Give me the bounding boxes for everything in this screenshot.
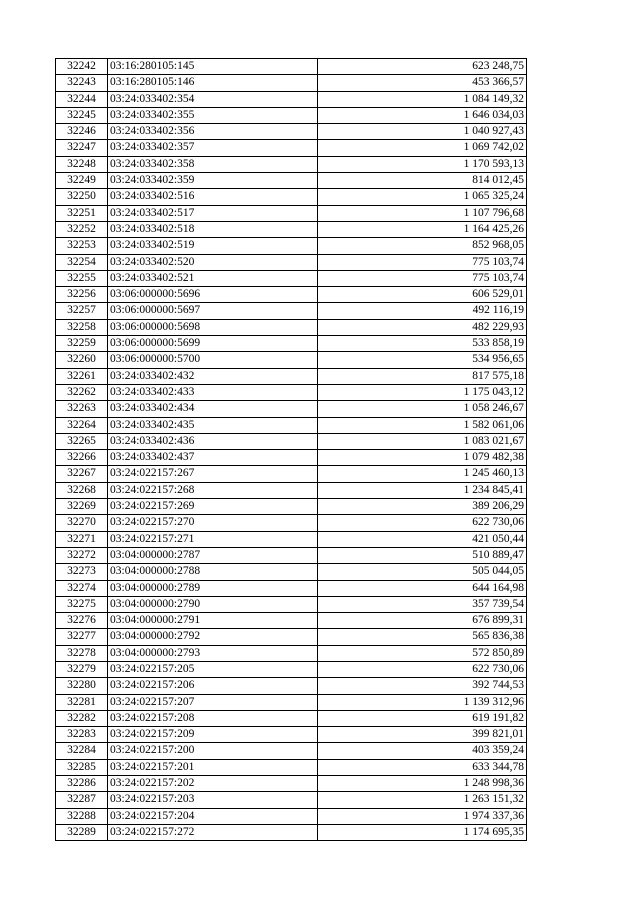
cadastral-number-cell: 03:24:033402:516 [108, 189, 318, 205]
table-row [56, 482, 527, 498]
row-number-cell: 32289 [56, 824, 108, 840]
table-row [56, 59, 527, 75]
value-amount-cell: 622 730,06 [318, 661, 527, 677]
row-number-cell: 32271 [56, 531, 108, 547]
table-row [56, 352, 527, 368]
value-amount-cell: 533 858,19 [318, 336, 527, 352]
value-amount-cell: 392 744,53 [318, 678, 527, 694]
value-amount-cell: 421 050,44 [318, 531, 527, 547]
row-number-cell: 32284 [56, 743, 108, 759]
table-row [56, 678, 527, 694]
row-number-cell: 32266 [56, 450, 108, 466]
row-number-cell: 32287 [56, 792, 108, 808]
cadastral-number-cell: 03:16:280105:145 [108, 59, 318, 75]
row-number-cell: 32243 [56, 75, 108, 91]
value-amount-cell: 1 245 460,13 [318, 466, 527, 482]
value-amount-cell: 572 850,89 [318, 645, 527, 661]
value-amount-cell: 1 058 246,67 [318, 401, 527, 417]
cadastral-number-cell: 03:24:022157:203 [108, 792, 318, 808]
row-number-cell: 32256 [56, 287, 108, 303]
cadastral-number-cell: 03:24:022157:206 [108, 678, 318, 694]
value-amount-cell: 1 582 061,06 [318, 417, 527, 433]
value-amount-cell: 482 229,93 [318, 319, 527, 335]
table-row [56, 221, 527, 237]
row-number-cell: 32270 [56, 515, 108, 531]
table-row [56, 547, 527, 563]
row-number-cell: 32249 [56, 173, 108, 189]
cadastral-number-cell: 03:04:000000:2793 [108, 645, 318, 661]
row-number-cell: 32244 [56, 91, 108, 107]
table-row [56, 580, 527, 596]
cadastral-number-cell: 03:24:022157:205 [108, 661, 318, 677]
table-row [56, 450, 527, 466]
value-amount-cell: 1 040 927,43 [318, 124, 527, 140]
cadastral-number-cell: 03:06:000000:5697 [108, 303, 318, 319]
table-row [56, 808, 527, 824]
cadastral-number-cell: 03:24:033402:437 [108, 450, 318, 466]
table-row [56, 205, 527, 221]
cadastral-number-cell: 03:24:022157:267 [108, 466, 318, 482]
value-amount-cell: 1 646 034,03 [318, 107, 527, 123]
table-row [56, 596, 527, 612]
table-row [56, 645, 527, 661]
table-row [56, 727, 527, 743]
row-number-cell: 32282 [56, 710, 108, 726]
table-row [56, 319, 527, 335]
cadastral-number-cell: 03:24:022157:270 [108, 515, 318, 531]
table-row [56, 433, 527, 449]
row-number-cell: 32277 [56, 629, 108, 645]
cadastral-number-cell: 03:24:022157:202 [108, 776, 318, 792]
table-row [56, 499, 527, 515]
value-amount-cell: 1 248 998,36 [318, 776, 527, 792]
value-amount-cell: 644 164,98 [318, 580, 527, 596]
table-row [56, 91, 527, 107]
table-row [56, 792, 527, 808]
cadastral-number-cell: 03:06:000000:5699 [108, 336, 318, 352]
cadastral-number-cell: 03:24:033402:432 [108, 368, 318, 384]
row-number-cell: 32250 [56, 189, 108, 205]
cadastral-number-cell: 03:24:033402:433 [108, 384, 318, 400]
row-number-cell: 32247 [56, 140, 108, 156]
table-row [56, 743, 527, 759]
row-number-cell: 32269 [56, 499, 108, 515]
row-number-cell: 32288 [56, 808, 108, 824]
value-amount-cell: 399 821,01 [318, 727, 527, 743]
table-body [56, 59, 527, 841]
row-number-cell: 32245 [56, 107, 108, 123]
cadastral-number-cell: 03:24:033402:517 [108, 205, 318, 221]
value-amount-cell: 1 107 796,68 [318, 205, 527, 221]
value-amount-cell: 1 263 151,32 [318, 792, 527, 808]
row-number-cell: 32268 [56, 482, 108, 498]
value-amount-cell: 1 084 149,32 [318, 91, 527, 107]
row-number-cell: 32246 [56, 124, 108, 140]
cadastral-number-cell: 03:04:000000:2787 [108, 547, 318, 563]
cadastral-number-cell: 03:24:022157:271 [108, 531, 318, 547]
cadastral-number-cell: 03:04:000000:2792 [108, 629, 318, 645]
row-number-cell: 32272 [56, 547, 108, 563]
table-row [56, 515, 527, 531]
row-number-cell: 32264 [56, 417, 108, 433]
cadastral-number-cell: 03:24:022157:269 [108, 499, 318, 515]
table-row [56, 417, 527, 433]
cadastral-number-cell: 03:24:033402:355 [108, 107, 318, 123]
table-row [56, 287, 527, 303]
row-number-cell: 32274 [56, 580, 108, 596]
table-row [56, 107, 527, 123]
value-amount-cell: 389 206,29 [318, 499, 527, 515]
table-row [56, 336, 527, 352]
value-amount-cell: 633 344,78 [318, 759, 527, 775]
cadastral-number-cell: 03:24:033402:519 [108, 238, 318, 254]
cadastral-number-cell: 03:24:033402:354 [108, 91, 318, 107]
value-amount-cell: 1 083 021,67 [318, 433, 527, 449]
cadastral-number-cell: 03:24:033402:357 [108, 140, 318, 156]
table-row [56, 238, 527, 254]
row-number-cell: 32262 [56, 384, 108, 400]
row-number-cell: 32285 [56, 759, 108, 775]
value-amount-cell: 1 175 043,12 [318, 384, 527, 400]
value-amount-cell: 775 103,74 [318, 270, 527, 286]
cadastral-number-cell: 03:06:000000:5700 [108, 352, 318, 368]
table-row [56, 140, 527, 156]
row-number-cell: 32261 [56, 368, 108, 384]
cadastral-number-cell: 03:04:000000:2790 [108, 596, 318, 612]
value-amount-cell: 1 974 337,36 [318, 808, 527, 824]
row-number-cell: 32265 [56, 433, 108, 449]
cadastral-number-cell: 03:24:033402:521 [108, 270, 318, 286]
value-amount-cell: 492 116,19 [318, 303, 527, 319]
value-amount-cell: 676 899,31 [318, 613, 527, 629]
value-amount-cell: 1 174 695,35 [318, 824, 527, 840]
value-amount-cell: 1 069 742,02 [318, 140, 527, 156]
cadastral-number-cell: 03:24:022157:201 [108, 759, 318, 775]
row-number-cell: 32273 [56, 564, 108, 580]
table-row [56, 254, 527, 270]
cadastral-number-cell: 03:16:280105:146 [108, 75, 318, 91]
cadastral-number-cell: 03:24:033402:434 [108, 401, 318, 417]
row-number-cell: 32251 [56, 205, 108, 221]
value-amount-cell: 534 956,65 [318, 352, 527, 368]
cadastral-number-cell: 03:24:033402:520 [108, 254, 318, 270]
value-amount-cell: 403 359,24 [318, 743, 527, 759]
value-amount-cell: 817 575,18 [318, 368, 527, 384]
row-number-cell: 32253 [56, 238, 108, 254]
row-number-cell: 32279 [56, 661, 108, 677]
cadastral-number-cell: 03:24:033402:518 [108, 221, 318, 237]
value-amount-cell: 357 739,54 [318, 596, 527, 612]
row-number-cell: 32286 [56, 776, 108, 792]
cadastral-number-cell: 03:24:022157:204 [108, 808, 318, 824]
table-row [56, 466, 527, 482]
cadastral-number-cell: 03:04:000000:2789 [108, 580, 318, 596]
value-amount-cell: 623 248,75 [318, 59, 527, 75]
value-amount-cell: 1 139 312,96 [318, 694, 527, 710]
row-number-cell: 32280 [56, 678, 108, 694]
table-row [56, 368, 527, 384]
cadastral-number-cell: 03:24:022157:207 [108, 694, 318, 710]
row-number-cell: 32252 [56, 221, 108, 237]
row-number-cell: 32254 [56, 254, 108, 270]
table-row [56, 189, 527, 205]
cadastral-number-cell: 03:24:022157:268 [108, 482, 318, 498]
table-row [56, 629, 527, 645]
table-row [56, 384, 527, 400]
row-number-cell: 32267 [56, 466, 108, 482]
cadastral-number-cell: 03:24:022157:208 [108, 710, 318, 726]
table-row [56, 564, 527, 580]
cadastral-number-cell: 03:04:000000:2791 [108, 613, 318, 629]
cadastral-number-cell: 03:24:033402:358 [108, 156, 318, 172]
value-amount-cell: 453 366,57 [318, 75, 527, 91]
table-row [56, 173, 527, 189]
table-row [56, 710, 527, 726]
table-row [56, 613, 527, 629]
cadastral-number-cell: 03:04:000000:2788 [108, 564, 318, 580]
table-row [56, 270, 527, 286]
value-amount-cell: 814 012,45 [318, 173, 527, 189]
value-amount-cell: 1 170 593,13 [318, 156, 527, 172]
value-amount-cell: 622 730,06 [318, 515, 527, 531]
cadastral-number-cell: 03:24:033402:436 [108, 433, 318, 449]
table-row [56, 124, 527, 140]
cadastral-number-cell: 03:24:033402:359 [108, 173, 318, 189]
row-number-cell: 32242 [56, 59, 108, 75]
value-amount-cell: 510 889,47 [318, 547, 527, 563]
value-amount-cell: 1 164 425,26 [318, 221, 527, 237]
row-number-cell: 32260 [56, 352, 108, 368]
cadastral-number-cell: 03:24:033402:356 [108, 124, 318, 140]
table-row [56, 824, 527, 840]
row-number-cell: 32257 [56, 303, 108, 319]
data-table [55, 58, 527, 841]
row-number-cell: 32281 [56, 694, 108, 710]
value-amount-cell: 619 191,82 [318, 710, 527, 726]
row-number-cell: 32275 [56, 596, 108, 612]
value-amount-cell: 606 529,01 [318, 287, 527, 303]
row-number-cell: 32255 [56, 270, 108, 286]
value-amount-cell: 1 234 845,41 [318, 482, 527, 498]
table-row [56, 75, 527, 91]
value-amount-cell: 775 103,74 [318, 254, 527, 270]
value-amount-cell: 565 836,38 [318, 629, 527, 645]
cadastral-number-cell: 03:24:022157:272 [108, 824, 318, 840]
row-number-cell: 32258 [56, 319, 108, 335]
row-number-cell: 32248 [56, 156, 108, 172]
cadastral-number-cell: 03:06:000000:5698 [108, 319, 318, 335]
table-row [56, 303, 527, 319]
cadastral-number-cell: 03:06:000000:5696 [108, 287, 318, 303]
row-number-cell: 32263 [56, 401, 108, 417]
value-amount-cell: 1 079 482,38 [318, 450, 527, 466]
value-amount-cell: 1 065 325,24 [318, 189, 527, 205]
row-number-cell: 32276 [56, 613, 108, 629]
table-row [56, 694, 527, 710]
cadastral-number-cell: 03:24:033402:435 [108, 417, 318, 433]
table-row [56, 156, 527, 172]
table-row [56, 531, 527, 547]
value-amount-cell: 505 044,05 [318, 564, 527, 580]
table-row [56, 401, 527, 417]
value-amount-cell: 852 968,05 [318, 238, 527, 254]
table-row [56, 661, 527, 677]
cadastral-number-cell: 03:24:022157:200 [108, 743, 318, 759]
row-number-cell: 32259 [56, 336, 108, 352]
row-number-cell: 32283 [56, 727, 108, 743]
row-number-cell: 32278 [56, 645, 108, 661]
cadastral-number-cell: 03:24:022157:209 [108, 727, 318, 743]
table-row [56, 759, 527, 775]
table-row [56, 776, 527, 792]
